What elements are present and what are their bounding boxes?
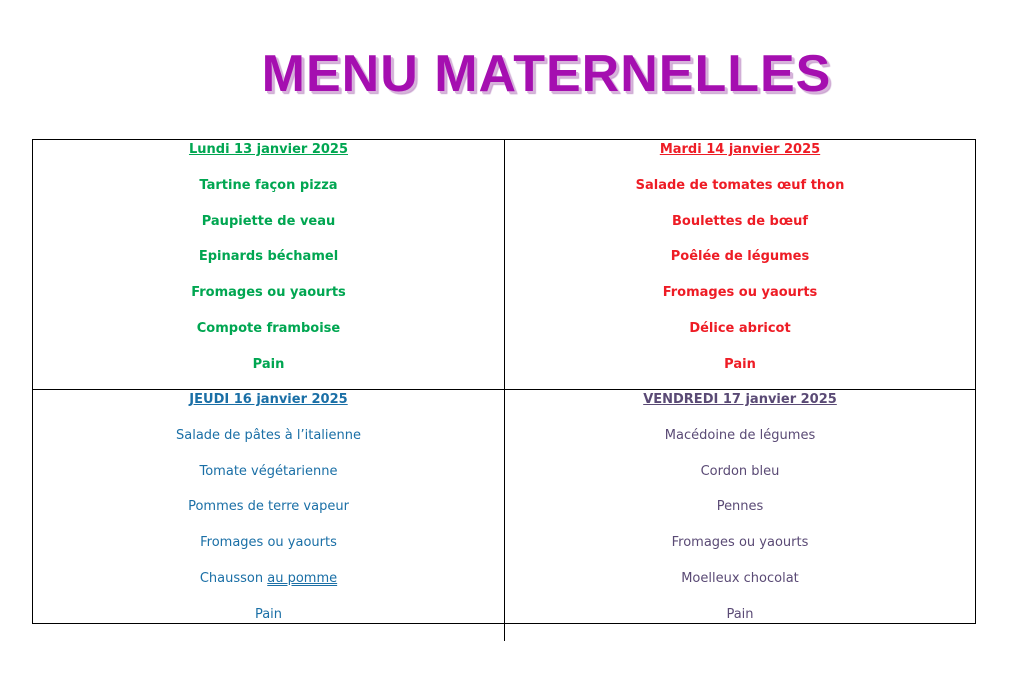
menu-item: Pommes de terre vapeur [188,499,349,515]
menu-item: Salade de tomates œuf thon [635,177,845,193]
menu-item: Délice abricot [689,320,791,336]
menu-table [32,139,976,624]
day-date: Mardi 14 janvier 2025 [659,142,821,157]
menu-item: Epinards béchamel [198,249,339,265]
menu-item-text: Chausson [199,570,268,586]
menu-item: Pennes [716,499,764,515]
day-date: VENDREDI 17 janvier 2025 [643,392,837,407]
menu-item: Macédoine de légumes [664,427,816,443]
day-date: Lundi 13 janvier 2025 [188,142,349,157]
menu-item: Tomate végétarienne [199,463,338,479]
menu-item: Fromages ou yaourts [200,535,337,551]
page-title: MENU MATERNELLES [261,45,832,103]
menu-item-with-underline [33,569,504,605]
day-date: JEUDI 16 janvier 2025 [189,392,348,407]
menu-item: Pain [252,356,285,372]
menu-cell-tuesday [505,140,975,390]
menu-item: Tartine façon pizza [199,177,338,193]
menu-cell-friday [505,390,975,641]
menu-item: Fromages ou yaourts [191,285,346,301]
menu-item: Fromages ou yaourts [671,535,809,551]
menu-item: Boulettes de bœuf [672,213,808,229]
underlined-text: au pomme [267,570,338,586]
menu-item: Pain [726,606,754,622]
menu-cell-monday [33,140,505,390]
menu-item: Compote framboise [196,320,341,336]
menu-cell-thursday [33,390,505,641]
menu-item: Cordon bleu [700,463,780,479]
menu-item: Paupiette de veau [201,213,336,229]
menu-item: Poêlée de légumes [670,249,810,265]
menu-item: Pain [254,606,283,622]
menu-item: Moelleux chocolat [681,570,799,586]
menu-item: Pain [724,356,756,372]
menu-item: Salade de pâtes à l’italienne [176,427,361,443]
menu-item: Fromages ou yaourts [662,285,818,301]
